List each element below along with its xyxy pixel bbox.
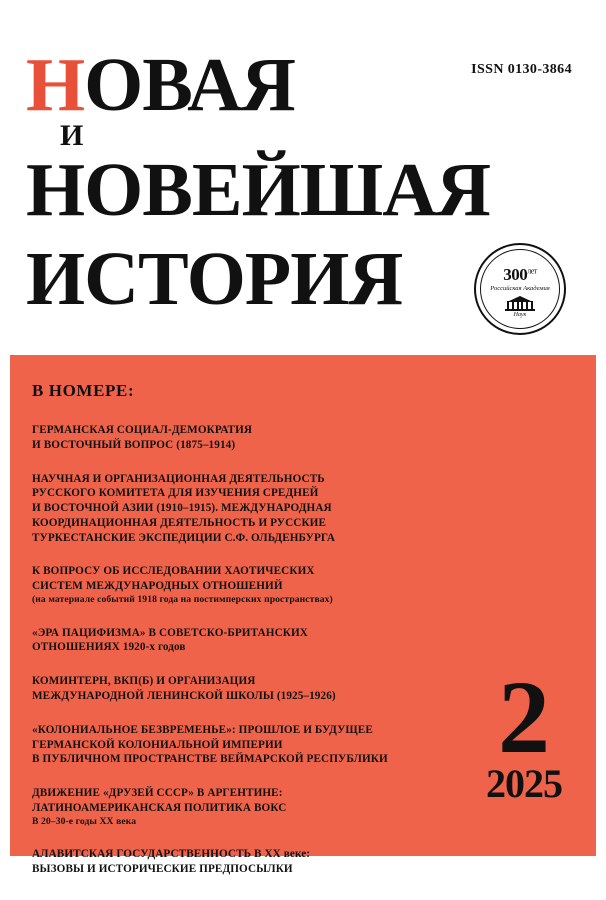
issn-label: ISSN 0130-3864	[471, 62, 572, 77]
toc-line: АЛАВИТСКАЯ ГОСУДАРСТВЕННОСТЬ В XX веке:	[32, 848, 311, 861]
seal-script-line-2: Наук	[513, 311, 527, 318]
list-item[interactable]	[32, 423, 402, 453]
list-item[interactable]	[32, 472, 402, 546]
title-initial-letter: Н	[26, 43, 85, 127]
list-item[interactable]	[32, 786, 402, 828]
contents-panel	[10, 355, 596, 876]
toc-line: ЛАТИНОАМЕРИКАНСКАЯ ПОЛИТИКА ВОКС	[32, 801, 287, 814]
toc-line: К ВОПРОСУ ОБ ИССЛЕДОВАНИИ ХАОТИЧЕСКИХ	[32, 565, 315, 578]
title-connector: И	[60, 118, 84, 152]
toc-line: НАУЧНАЯ И ОРГАНИЗАЦИОННАЯ ДЕЯТЕЛЬНОСТЬ	[32, 472, 325, 485]
toc-line: И ВОСТОЧНОЙ АЗИИ (1910–1915). МЕЖДУНАРОДНАЯ	[32, 502, 332, 515]
seal-script-line-1: Российская Академия	[490, 285, 550, 293]
contents-list	[32, 423, 402, 877]
classical-building-icon	[503, 296, 537, 311]
issue-block	[486, 659, 562, 806]
toc-line: КОМИНТЕРН, ВКП(Б) И ОРГАНИЗАЦИЯ	[32, 675, 256, 688]
list-item[interactable]	[32, 847, 402, 877]
title-line-3: ИСТОРИЯ	[26, 236, 403, 321]
list-item[interactable]	[32, 723, 402, 767]
seal-number-group	[503, 266, 537, 283]
issue-number: 2	[498, 659, 550, 775]
toc-line: ДВИЖЕНИЕ «ДРУЗЕЙ СССР» В АРГЕНТИНЕ:	[32, 787, 283, 800]
title-line-1	[26, 43, 580, 127]
toc-line: И ВОСТОЧНЫЙ ВОПРОС (1875–1914)	[32, 438, 236, 451]
anniversary-seal	[474, 243, 566, 335]
toc-line: ВЫЗОВЫ И ИСТОРИЧЕСКИЕ ПРЕДПОСЫЛКИ	[32, 863, 293, 876]
toc-line: РУССКОГО КОМИТЕТА ДЛЯ ИЗУЧЕНИЯ СРЕДНЕЙ	[32, 487, 319, 500]
title-line-1-rest: ОВАЯ	[84, 43, 295, 127]
toc-line: «ЭРА ПАЦИФИЗМА» В СОВЕТСКО-БРИТАНСКИХ	[32, 626, 308, 639]
seal-years-suffix: лет	[527, 266, 537, 276]
toc-line: ТУРКЕСТАНСКИЕ ЭКСПЕДИЦИИ С.Ф. ОЛЬДЕНБУРГА	[32, 531, 336, 544]
toc-line: ГЕРМАНСКОЙ КОЛОНИАЛЬНОЙ ИМПЕРИИ	[32, 738, 283, 751]
seal-number: 300	[503, 265, 528, 285]
title-line-2: НОВЕЙШАЯ	[26, 147, 490, 232]
toc-subline: (на материале событий 1918 года на постимперских пространствах)	[32, 594, 333, 606]
list-item[interactable]	[32, 626, 402, 656]
toc-line: ОТНОШЕНИЯХ 1920-х годов	[32, 641, 186, 654]
toc-line: В ПУБЛИЧНОМ ПРОСТРАНСТВЕ ВЕЙМАРСКОЙ РЕСПУБЛИКИ	[32, 753, 388, 766]
toc-line: СИСТЕМ МЕЖДУНАРОДНЫХ ОТНОШЕНИЙ	[32, 580, 283, 593]
toc-line: ГЕРМАНСКАЯ СОЦИАЛ-ДЕМОКРАТИЯ	[32, 424, 253, 436]
list-item[interactable]	[32, 674, 402, 704]
toc-line: «КОЛОНИАЛЬНОЕ БЕЗВРЕМЕНЬЕ»: ПРОШЛОЕ И БУДУЩЕЕ	[32, 723, 373, 736]
toc-line: МЕЖДУНАРОДНОЙ ЛЕНИНСКОЙ ШКОЛЫ (1925–1926)	[32, 690, 336, 703]
toc-subline: В 20–30-е годы XX века	[32, 815, 137, 827]
issue-year: 2025	[486, 761, 562, 806]
list-item[interactable]	[32, 564, 402, 606]
contents-heading: В НОМЕРЕ:	[32, 381, 135, 400]
toc-line: КООРДИНАЦИОННАЯ ДЕЯТЕЛЬНОСТЬ И РУССКИЕ	[32, 516, 327, 529]
